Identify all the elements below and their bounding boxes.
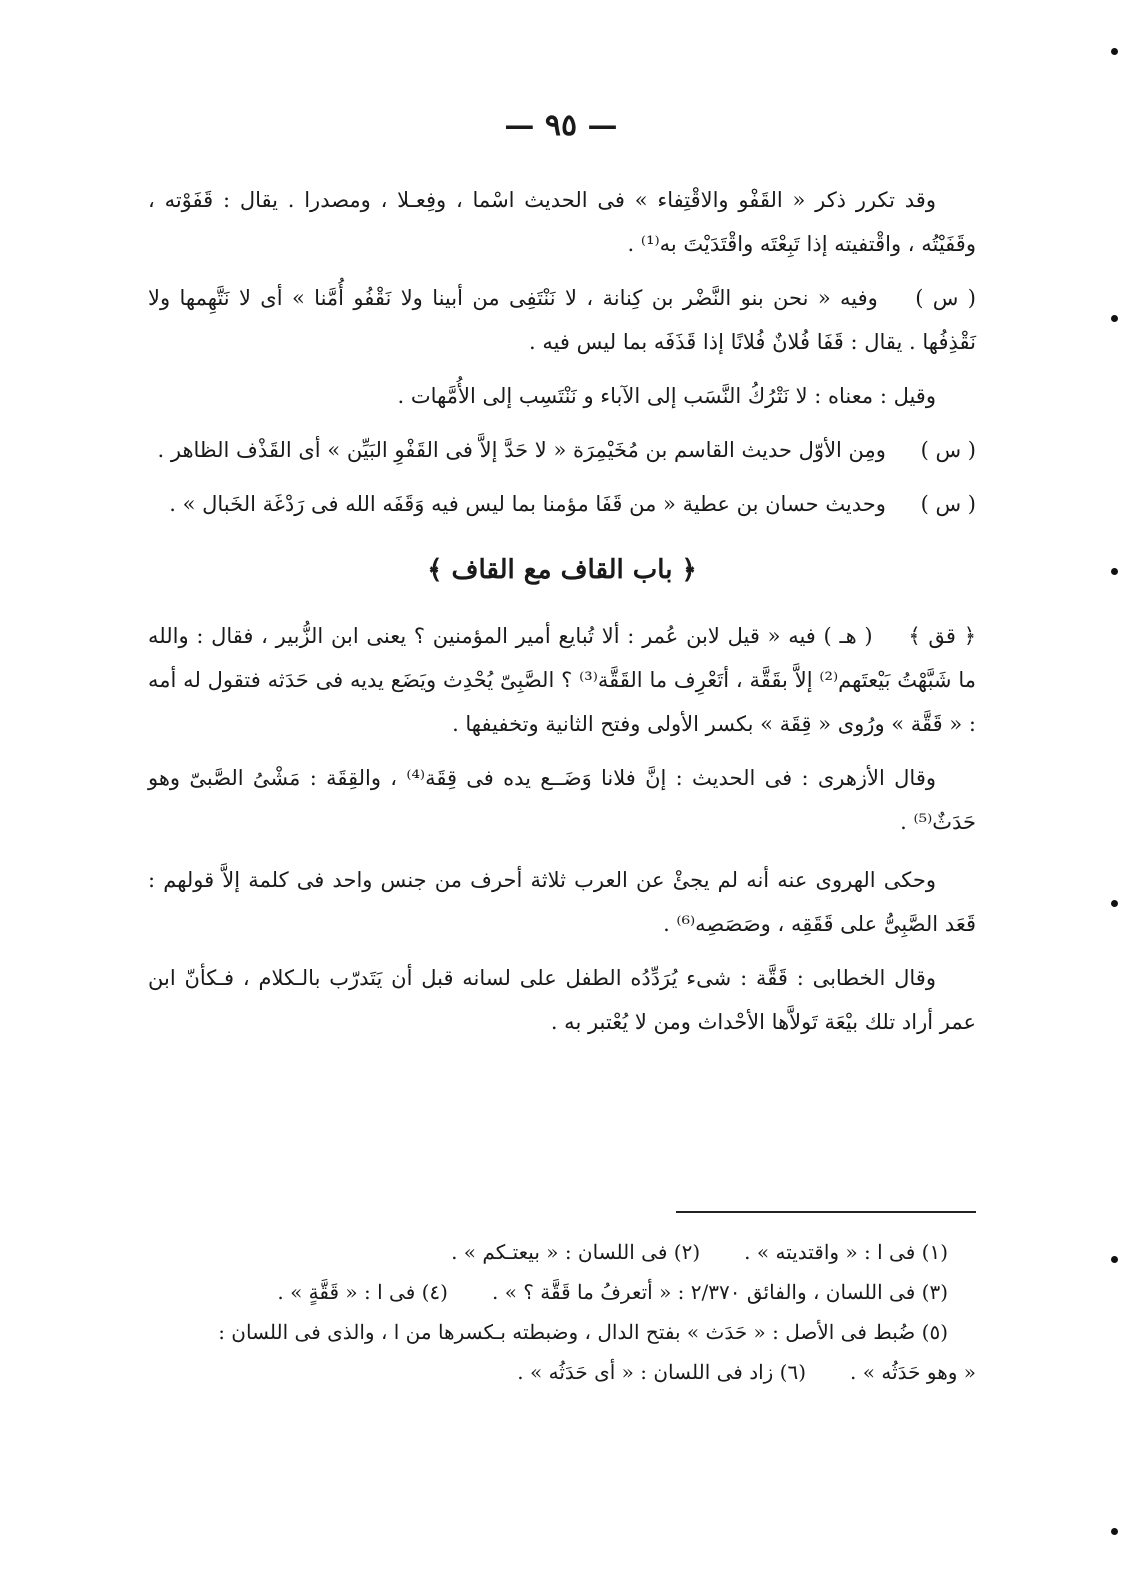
- paragraph-text: وقال الخطابى : قَقَّة : شىء يُرَدِّدُه الطفل على لسانه قبل أن يَتَدرّب بالـكلام ، فـكأنّ ابن عمر أراد تلك بيْعَة تَولاَّها الأحْداث ومن لا يُعْتبر به .: [148, 966, 976, 1034]
- scan-mark: [1111, 568, 1118, 575]
- scan-mark: [1111, 315, 1118, 322]
- scan-mark: [1111, 1256, 1118, 1263]
- footnote: (٦) زاد فى اللسان : « أى حَدَثُه » .: [517, 1360, 807, 1384]
- paragraph-text: وقيل : معناه : لا نَتْرُكُ النَّسَب إلى الآباء و نَنْتَسِب إلى الأُمَّهات .: [397, 384, 936, 408]
- paragraph-text: وحكى الهروى عنه أنه لم يجئْ عن العرب ثلاثة أحرف من جنس واحد فى كلمة إلاَّ قولهم : قَعَد الصَّبِىُّ على قَقَقِه ، وصَصَصِه⁽⁶⁾ .: [148, 868, 976, 936]
- paragraph: [148, 756, 976, 844]
- paragraph-text: ومِن الأوّل حديث القاسم بن مُخَيْمِرَة « لا حَدَّ إلاَّ فى القَفْوِ البَيِّن » أى القَذْف الظاهر .: [157, 438, 886, 462]
- paragraph-text: ( هـ ) فيه « قيل لابن عُمر : ألا تُبايع أمير المؤمنين ؟ يعنى ابن الزُّبير ، فقال : والله ما شَبَّهْتُ بَيْعتَهم⁽²⁾ إلاَّ بقَقَّة ، أتَعْرِف ما القَقَّة⁽³⁾ ؟ الصَّبِىّ يُحْدِث ويَضَع يديه فى حَدَثه فتقول له أمه : « قَقَّة » ورُوى « قِقَة » بكسر الأولى وفتح الثانية وتخفيفها .: [148, 624, 976, 736]
- source-marker: ( س ): [915, 286, 976, 310]
- main-text: [148, 178, 976, 1054]
- paragraph-text: وقال الأزهرى : فى الحديث : إنَّ فلانا وَضَــع يده فى قِقَة⁽⁴⁾ ، والقِقَة : مَشْىُ الصَّبىّ وهو حَدَثٌ⁽⁵⁾ .: [148, 766, 976, 834]
- entry-marker: ﴿ قق ﴾: [908, 624, 976, 648]
- paragraph-text: وحديث حسان بن عطية « من قَفَا مؤمنا بما ليس فيه وَقَفَه الله فى رَدْغَة الخَبال » .: [169, 492, 886, 516]
- paragraph-text: وفيه « نحن بنو النَّضْر بن كِنانة ، لا نَنْتَفِى من أبينا ولا نَقْفُو أُمَّنا » أى لا نَتَّهِمها ولا نَقْذِفُها . يقال : قَفَا فُلانٌ فُلانًا إذا قَذَفَه بما ليس فيه .: [148, 286, 976, 354]
- footnote-line: [148, 1312, 976, 1352]
- footnote: (٢) فى اللسان : « بيعتـكم » .: [451, 1240, 701, 1264]
- source-marker: ( س ): [920, 438, 976, 462]
- source-marker: ( س ): [920, 492, 976, 516]
- paragraph-text: وقد تكرر ذكر « القَفْو والاقْتِفاء » فى الحديث اسْما ، وفِعـلا ، ومصدرا . يقال : قَفَوْته ، وقَفَيْتُه ، واقْتفيته إذا تَبِعْتَه واقْتَدَيْتَ به⁽¹⁾ .: [148, 188, 976, 256]
- paragraph: [148, 428, 976, 472]
- footnote: (١) فى ا : « واقتديته » .: [744, 1240, 948, 1264]
- footnote: (٤) فى ا : « قَقَّةٍ » .: [277, 1280, 448, 1304]
- section-heading: ﴿ باب القاف مع القاف ﴾: [427, 555, 697, 585]
- paragraph: [148, 858, 976, 946]
- scan-mark: [1111, 900, 1118, 907]
- paragraph: [148, 178, 976, 266]
- footnote: « وهو حَدَثُه » .: [850, 1360, 976, 1384]
- footnote-line: [148, 1272, 976, 1312]
- paragraph: [148, 374, 976, 418]
- footnote-line: [148, 1352, 976, 1392]
- paragraph: [148, 276, 976, 364]
- paragraph: [148, 482, 976, 526]
- footnote-divider: [676, 1211, 976, 1213]
- scan-mark: [1111, 1528, 1118, 1535]
- paragraph: [148, 614, 976, 746]
- footnote: (٣) فى اللسان ، والفائق ٢/٣٧٠ : « أتعرفُ ما قَقَّة ؟ » .: [491, 1280, 948, 1304]
- page-number: — ٩٥ —: [504, 108, 618, 143]
- footnote: (٥) ضُبط فى الأصل : « حَدَث » بفتح الدال ، وضبطته بـكسرها من ا ، والذى فى اللسان :: [218, 1320, 948, 1344]
- footnotes: [148, 1232, 976, 1392]
- footnote-line: [148, 1232, 976, 1272]
- scan-mark: [1111, 48, 1118, 55]
- paragraph: [148, 956, 976, 1044]
